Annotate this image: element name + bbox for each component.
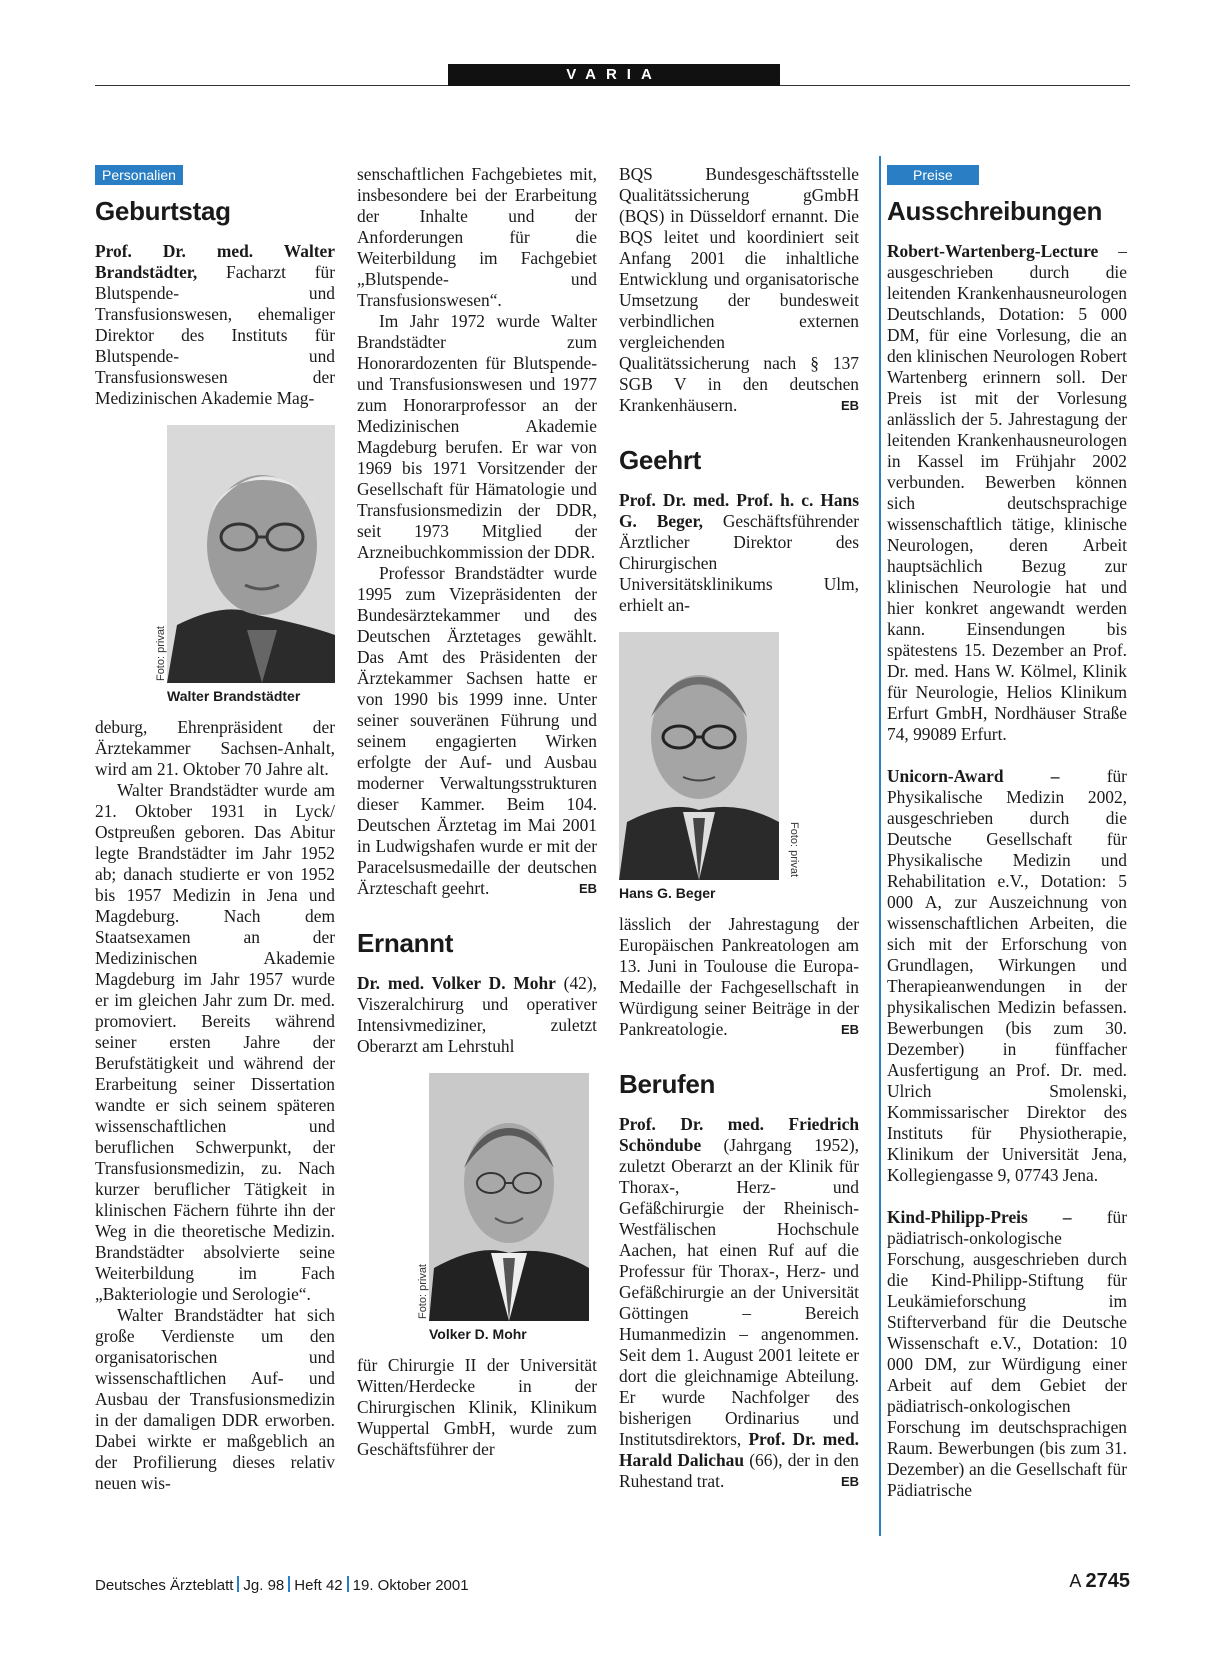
photo-walter-brandstaedter (167, 425, 335, 683)
photo-caption: Hans G. Beger (619, 885, 716, 901)
paragraph-text: – ausgeschrieben durch die leitenden Krankenhausneurologen Deutschlands, Dotation: 5 000 DM, für eine Vorlesung, die an den klinischen Neurologen Robert Wartenberg erinnern soll. Der Preis ist mit der Vorlesung anlässlich der 5. Jahrestagung der leitenden Krankenhausneurologen in Kassel im Frühjahr 2002 verbunden. Bewerben können sich deutschsprachige wissenschaftlich tätige, klinische Neurologen, deren Arbeit hauptsächlich Bezug zur klinischen Neurologie hat und hier konkret angewandt werden kann. Einsendungen bis spätestens 15. Dezember an Prof. Dr. med. Hans W. Kölmel, Klinik für Neurologie, Helios Klinikum Erfurt GmbH, Nordhäuser Straße 74, 99089 Erfurt. (887, 241, 1127, 744)
volume: Jg. 98 (243, 1577, 285, 1594)
award-name: Kind-Philipp-Preis – (887, 1207, 1072, 1227)
portrait-graphic (429, 1073, 589, 1321)
paragraph-brandstaedter-intro (95, 241, 335, 409)
figure-mohr (417, 1073, 589, 1343)
photo-caption: Walter Brandstädter (167, 688, 301, 704)
person-name: Prof. Dr. med. Harald Dalichau (619, 1429, 859, 1470)
paragraph-fachgebiet: senschaftlichen Fachgebietes mit, insbesondere bei der Erarbeitung der Inhalte und der Anforderungen für die Weiterbildung im Fachgebiet „Blutspende- und Transfusionswesen“. (357, 164, 597, 310)
footer-citation (95, 1576, 469, 1594)
issue-date: 19. Oktober 2001 (352, 1577, 469, 1594)
paragraph-brandstaedter-merits: Walter Brandstädter hat sich große Verdienste um den organisatorischen und wissenschaftlichen Auf- und Ausbau der Transfusionsmedizin in der damaligen DDR erworben. Dabei wirkte er maßgeblich an der Profilierung dieses relativ neuen wis- (95, 1305, 335, 1493)
paragraph-unicorn (887, 766, 1127, 1186)
author-initials: EB (840, 1022, 859, 1037)
paragraph-mohr-intro (357, 973, 597, 1057)
award-name: Unicorn-Award – (887, 766, 1060, 786)
person-name: Prof. Dr. med. Prof. h. c. Hans G. Beger, (619, 490, 859, 531)
column-divider (879, 156, 881, 1536)
column-4 (887, 164, 1127, 1501)
portrait-graphic (619, 632, 779, 880)
paragraph-kind-philipp (887, 1207, 1127, 1501)
issue: Heft 42 (294, 1577, 343, 1594)
footer-separator (347, 1576, 349, 1592)
category-tag-personalien: Personalien (95, 165, 183, 185)
paragraph-bqs (619, 164, 859, 416)
paragraph-text: Facharzt für Blutspende- und Transfusionswesen, ehemaliger Direktor des Instituts für Blutspende- und Transfusionswesen der Medizinischen Akademie Mag- (95, 262, 335, 408)
paragraph-text: (42), Viszeralchirurg und operativer Intensivmediziner, zuletzt Oberarzt am Lehrstuhl (357, 973, 597, 1056)
paragraph-text: Geschäftsführender Ärztlicher Direktor des Chirurgischen Universitätsklinikums Ulm, erhielt an- (619, 511, 859, 615)
paragraph-mohr-cont: für Chirurgie II der Universität Witten/Herdecke in der Chirurgischen Klinik, Klinikum Wuppertal GmbH, wurde zum Geschäftsführer der (357, 1355, 597, 1459)
heading-berufen: Berufen (619, 1069, 716, 1099)
paragraph-brandstaedter-career: Walter Brandstädter wurde am 21. Oktober 1931 in Lyck/ Ostpreußen geboren. Das Abitur legte Brandstädter im Jahr 1952 ab; danach studierte er von 1952 bis 1957 Medizin in Jena und Magdeburg. Nach dem Staatsexamen an der Medizinischen Akademie Magdeburg im Jahr 1957 wurde er im gleichen Jahr zum Dr. med. promoviert. Bereits während seiner ersten Jahre der Berufstätigkeit und während der Erarbeitung seiner Dissertation wandte er sich seinem späteren wissenschaftlichen und beruflichen Schwerpunkt, der Transfusionsmedizin, zu. Nach kurzer beruflicher Tätigkeit in klinischen Fächern führte ihn der Weg in die theoretische Medizin. Brandstädter absolvierte seine Weiterbildung im Fach „Bakteriologie und Serologie“. (95, 780, 335, 1304)
photo-volker-mohr (429, 1073, 589, 1321)
page-footer (95, 1570, 1130, 1600)
paragraph-text: für pädiatrisch-onkologische Forschung, ausgeschrieben durch die Kind-Philipp-Stiftung für Leukämieforschung im Stifterverband für die Deutsche Wissenschaft e.V., Dotation: 10 000 DM, zur Würdigung einer Arbeit auf dem Gebiet der pädiatrisch-onkologischen Forschung im deutschsprachigen Raum. Bewerbungen (bis zum 31. Dezember) an die Gesellschaft für Pädiatrische (887, 1207, 1127, 1500)
person-name: Prof. Dr. med. Friedrich Schöndube (619, 1114, 859, 1155)
paragraph-text: für Physikalische Medizin 2002, ausgeschrieben durch die Deutsche Gesellschaft für Physikalische Medizin und Rehabilitation e.V., Dotation: 5 000 A, zur Auszeichnung von wissenschaftlichen Arbeiten, die sich mit der Erforschung von Grundlagen, Wirkungen und Therapieanwendungen in der physikalischen Medizin befassen. Bewerbungen (bis zum 30. Dezember) in fünffacher Ausfertigung an Prof. Dr. med. Ulrich Smolenski, Kommissarischer Direktor des Instituts für Physiotherapie, Klinikum der Universität Jena, Kollegiengasse 9, 07743 Jena. (887, 766, 1127, 1185)
paragraph-beger-cont (619, 914, 859, 1040)
journal-name: Deutsches Ärzteblatt (95, 1577, 234, 1594)
photo-credit: Foto: privat (155, 625, 167, 681)
column-1 (95, 164, 335, 1494)
paragraph-text: (Jahrgang 1952), zuletzt Oberarzt an der Klinik für Thorax-, Herz- und Gefäßchirurgie der Rheinisch-Westfälischen Hochschule Aachen, hat einen Ruf auf die Professur für Thorax-, Herz- und Gefäßchirurgie an der Universität Göttingen – Bereich Humanmedizin – angenommen. Seit dem 1. August 2001 leitete er dort die gleichnamige Abteilung. Er wurde Nachfolger des bisherigen Ordinarius und Institutsdirektors, (619, 1135, 859, 1449)
footer-separator (237, 1576, 239, 1592)
paragraph-text: (66), der in den Ruhestand trat. (619, 1450, 859, 1491)
paragraph-text: Professor Brandstädter wurde 1995 zum Vizepräsidenten der Bundesärztekammer und des Deutschen Ärztetages gewählt. Das Amt des Präsidenten der Ärztekammer Sachsen hatte er von 1990 bis 1999 inne. Unter seiner souveränen Führung und seinem engagierten Wirken erfolgte der Auf- und Ausbau moderner Verwaltungsstrukturen dieser Kammer. Beim 104. Deutschen Ärztetag im Mai 2001 in Ludwigshafen wurde er mit der Paracelsusmedaille der deutschen Ärzteschaft geehrt. (357, 563, 597, 898)
photo-hans-beger (619, 632, 779, 880)
portrait-graphic (167, 425, 335, 683)
paragraph-text: lässlich der Jahrestagung der Europäischen Pankreatologen am 13. Juni in Toulouse die Europa-Medaille der Fachgesellschaft in Würdigung seiner Beiträge in der Pankreatologie. (619, 914, 859, 1039)
footer-separator (288, 1576, 290, 1592)
page-prefix: A (1069, 1571, 1082, 1591)
paragraph-beger-intro (619, 490, 859, 616)
column-2 (357, 164, 597, 1460)
person-name: Prof. Dr. med. Walter Brandstädter, (95, 241, 335, 282)
paragraph-schoendube (619, 1114, 859, 1492)
paragraph-wartenberg (887, 241, 1127, 745)
category-tag-preise: Preise (887, 165, 979, 185)
paragraph-vizepraesident (357, 563, 597, 899)
column-3 (619, 164, 859, 1492)
section-header: VARIA (448, 64, 780, 86)
author-initials: EB (578, 881, 597, 896)
photo-credit: Foto: privat (417, 1263, 429, 1319)
paragraph-brandstaedter-cont: deburg, Ehrenpräsident der Ärztekammer Sachsen-Anhalt, wird am 21. Oktober 70 Jahre alt. (95, 717, 335, 779)
person-name: Dr. med. Volker D. Mohr (357, 973, 556, 993)
paragraph-text: BQS Bundesgeschäftsstelle Qualitätssicherung gGmbH (BQS) in Düsseldorf ernannt. Die BQS leitet und koordiniert seit Anfang 2001 die inhaltliche Entwicklung und organisatorische Umsetzung der bundesweit verbindlichen externen vergleichenden Qualitätssicherung nach § 137 SGB V in den deutschen Krankenhäusern. (619, 164, 859, 415)
paragraph-honorarprofessor: Im Jahr 1972 wurde Walter Brandstädter zum Honorardozenten für Blutspende- und Transfusionswesen und 1977 zum Honorarprofessor an der Medizinischen Akademie Magdeburg berufen. Er war von 1969 bis 1971 Vorsitzender der Gesellschaft für Hämatologie und Transfusionsmedizin der DDR, seit 1973 Mitglied der Arzneibuchkommission der DDR. (357, 311, 597, 562)
photo-caption: Volker D. Mohr (429, 1326, 527, 1342)
author-initials: EB (840, 398, 859, 413)
author-initials: EB (840, 1474, 859, 1489)
heading-geehrt: Geehrt (619, 445, 702, 475)
heading-geburtstag: Geburtstag (95, 196, 231, 226)
photo-credit: Foto: privat (788, 822, 800, 878)
figure-brandstaedter (155, 425, 335, 705)
heading-ernannt: Ernannt (357, 928, 454, 958)
heading-ausschreibungen: Ausschreibungen (887, 196, 1103, 226)
page-number-block (1069, 1570, 1130, 1593)
figure-beger (619, 632, 800, 902)
page-number: 2745 (1085, 1570, 1130, 1592)
award-name: Robert-Wartenberg-Lecture (887, 241, 1099, 261)
